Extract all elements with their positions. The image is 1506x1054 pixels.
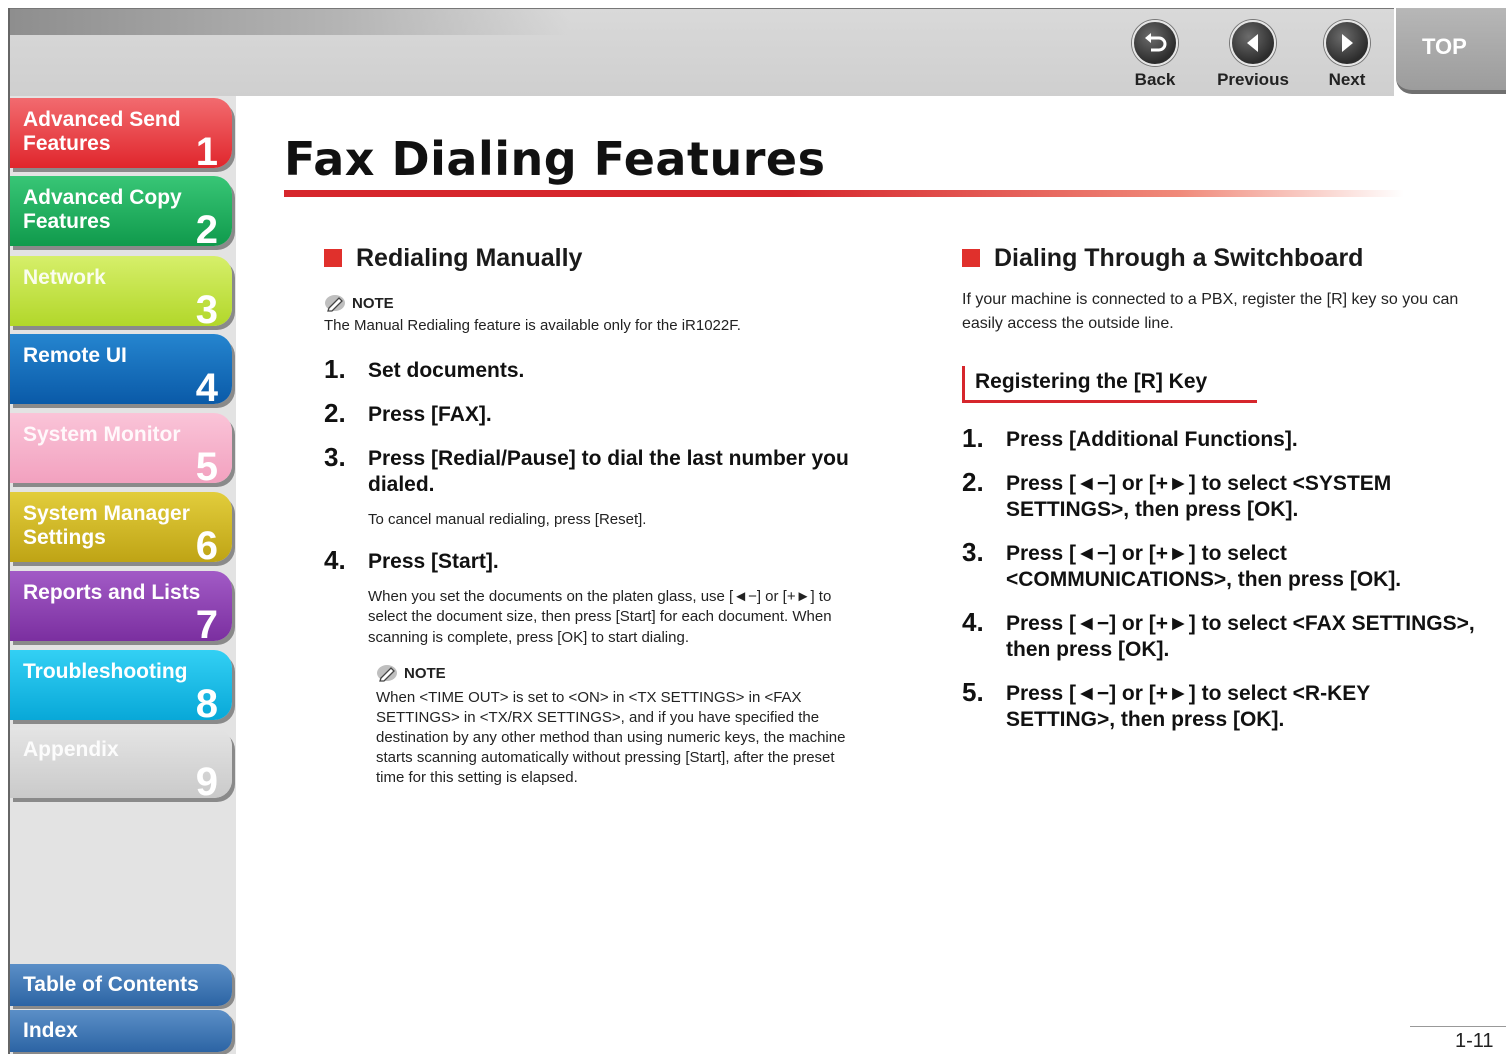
section-marker-icon <box>324 249 342 267</box>
note-text: When <TIME OUT> is set to <ON> in <TX SETTINGS> in <FAX SETTINGS> in <TX/RX SETTINGS>, and if you have specified the destination by any other method than using numeric keys, the machine starts scanning automatically without pressing [Start], after the preset time for this setting is elapsed. <box>376 689 846 786</box>
sidebar-tab-troubleshooting[interactable] <box>10 650 232 720</box>
sidebar-tab-network[interactable] <box>10 256 232 326</box>
step-item <box>962 677 1482 733</box>
table-of-contents-button[interactable] <box>10 964 232 1006</box>
next-button[interactable] <box>1302 20 1392 92</box>
top-button[interactable] <box>1396 8 1506 94</box>
intro-text: If your machine is connected to a PBX, register the [R] key so you can easily access the outside line. <box>962 291 1459 332</box>
step-detail: When you set the documents on the platen glass, use [◄−] or [+►] to select the document size, then press [Start] for each document. When scanning is complete, press [OK] to start dialing. <box>368 587 832 646</box>
step-item <box>324 442 854 531</box>
subsection-heading: Registering the [R] Key <box>962 366 1257 403</box>
step-number: 1. <box>962 423 984 453</box>
step-detail: To cancel manual redialing, press [Reset]. <box>368 511 647 528</box>
tab-label: System Manager Settings <box>23 502 190 549</box>
title-rule <box>284 190 1404 197</box>
step-number: 3. <box>962 537 984 567</box>
step-text: Press [◄−] or [+►] to select <COMMUNICATIONS>, then press [OK]. <box>1006 542 1402 591</box>
step-item <box>324 398 854 428</box>
tab-number: 4 <box>195 366 218 404</box>
step-text: Press [◄−] or [+►] to select <R-KEY SETTING>, then press [OK]. <box>1006 682 1370 731</box>
page-title: Fax Dialing Features <box>284 132 826 186</box>
tab-number: 5 <box>195 445 218 483</box>
sidebar-tab-advanced-send[interactable] <box>10 98 232 168</box>
step-number: 4. <box>962 607 984 637</box>
step-text: Press [Start]. <box>368 549 499 573</box>
step-item <box>962 467 1482 523</box>
step-item <box>962 607 1482 663</box>
tab-label: Reports and Lists <box>23 581 201 604</box>
section-heading: Dialing Through a Switchboard <box>962 240 1482 276</box>
tab-label: Remote UI <box>23 344 127 367</box>
tab-number: 6 <box>195 524 218 562</box>
tab-number: 1 <box>195 130 218 168</box>
tab-label: Advanced Send Features <box>23 108 181 155</box>
step-text: Press [◄−] or [+►] to select <FAX SETTINGS>, then press [OK]. <box>1006 612 1475 661</box>
tab-number: 9 <box>195 760 218 798</box>
step-item <box>962 537 1482 593</box>
step-number: 2. <box>962 467 984 497</box>
header-stripe <box>10 9 570 35</box>
tab-label: System Monitor <box>23 423 181 446</box>
pencil-icon <box>324 294 346 312</box>
note-header: NOTE <box>324 294 854 312</box>
tab-label: Troubleshooting <box>23 660 188 683</box>
sidebar-tab-system-manager-settings[interactable] <box>10 492 232 562</box>
tab-number: 2 <box>195 208 218 246</box>
step-item <box>962 423 1482 453</box>
section-marker-icon <box>962 249 980 267</box>
step-list <box>962 423 1482 733</box>
note-text: The Manual Redialing feature is available only for the iR1022F. <box>324 317 741 334</box>
tab-number: 8 <box>195 682 218 720</box>
tab-label: Advanced Copy Features <box>23 186 182 233</box>
back-icon <box>1132 20 1178 66</box>
index-button[interactable] <box>10 1010 232 1052</box>
section-heading: Redialing Manually <box>324 240 854 276</box>
back-button[interactable] <box>1110 20 1200 92</box>
pencil-icon <box>376 664 398 682</box>
step-item <box>324 544 854 789</box>
previous-icon <box>1230 20 1276 66</box>
sidebar-tab-advanced-copy[interactable] <box>10 176 232 246</box>
step-text: Press [FAX]. <box>368 403 492 426</box>
back-label: Back <box>1134 70 1176 89</box>
previous-label: Previous <box>1217 70 1289 89</box>
top-label: TOP <box>1422 34 1467 59</box>
step-number: 4. <box>324 544 346 575</box>
index-label: Index <box>23 1019 78 1042</box>
step-text: Press [◄−] or [+►] to select <SYSTEM SETTINGS>, then press [OK]. <box>1006 472 1392 521</box>
sidebar-tab-remote-ui[interactable] <box>10 334 232 404</box>
step-number: 5. <box>962 677 984 707</box>
step-number: 2. <box>324 398 346 428</box>
step-text: Press [Additional Functions]. <box>1006 428 1298 451</box>
previous-button[interactable] <box>1208 20 1298 92</box>
right-column <box>962 240 1482 751</box>
step-text: Press [Redial/Pause] to dial the last number you dialed. <box>368 447 849 496</box>
tab-number: 7 <box>195 603 218 641</box>
toc-label: Table of Contents <box>23 973 199 996</box>
step-list <box>324 354 854 788</box>
page-number: 1-11 <box>1455 1030 1494 1052</box>
step-number: 1. <box>324 354 346 384</box>
step-item <box>324 354 854 384</box>
next-icon <box>1324 20 1370 66</box>
tab-number: 3 <box>195 288 218 326</box>
step-text: Set documents. <box>368 359 525 382</box>
sidebar-tab-reports-and-lists[interactable] <box>10 571 232 641</box>
next-label: Next <box>1328 70 1366 89</box>
sidebar-tab-system-monitor[interactable] <box>10 413 232 483</box>
sidebar-tab-appendix[interactable] <box>10 728 232 798</box>
step-number: 3. <box>324 442 346 472</box>
note-header: NOTE <box>376 664 854 682</box>
sub-note <box>368 664 854 788</box>
left-column <box>324 240 854 806</box>
footer-rule <box>1410 1026 1506 1027</box>
tab-label: Network <box>23 266 106 289</box>
tab-label: Appendix <box>23 738 119 761</box>
